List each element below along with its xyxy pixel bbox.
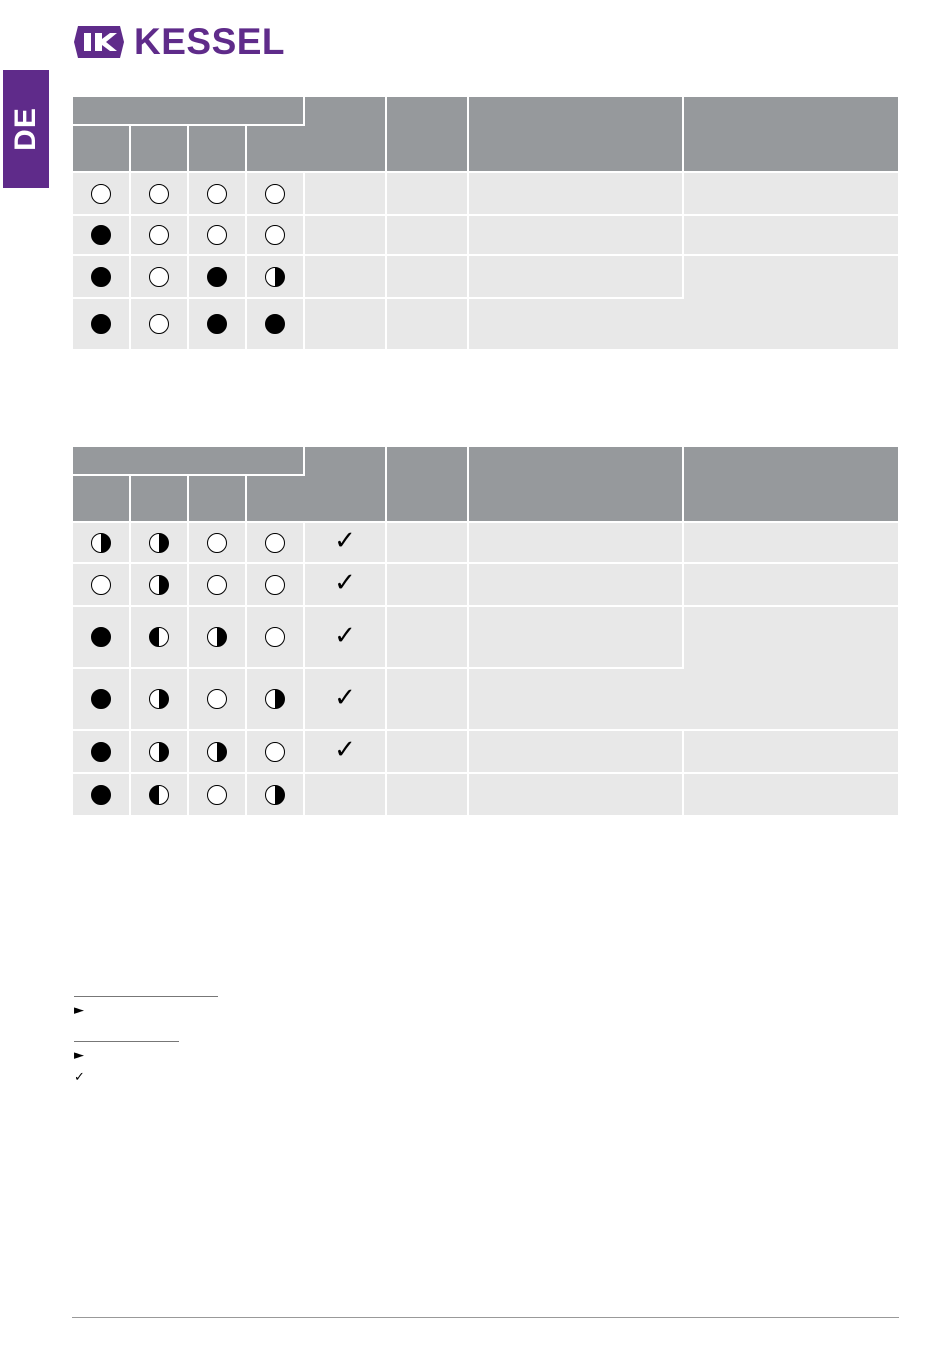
half-circle-icon xyxy=(265,689,285,709)
cell-col-6 xyxy=(387,173,469,216)
header-sub-3 xyxy=(189,476,247,523)
empty-circle-icon xyxy=(207,689,227,709)
header-col-6 xyxy=(387,97,469,173)
empty-circle-icon xyxy=(265,184,285,204)
cell-col-8 xyxy=(684,173,898,216)
status-cell xyxy=(247,256,305,299)
filled-circle-icon xyxy=(91,267,111,287)
status-cell xyxy=(131,173,189,216)
check-cell xyxy=(305,564,387,607)
empty-circle-icon xyxy=(207,785,227,805)
check-cell xyxy=(305,216,387,256)
cell-col-8 xyxy=(684,731,898,774)
status-cell xyxy=(131,523,189,564)
filled-circle-icon xyxy=(207,267,227,287)
check-cell xyxy=(305,256,387,299)
half-circle-icon xyxy=(91,533,111,553)
empty-circle-icon xyxy=(91,575,111,595)
cell-col-6 xyxy=(387,256,469,299)
kessel-logo xyxy=(72,22,285,62)
status-cell xyxy=(73,173,131,216)
status-cell xyxy=(189,173,247,216)
header-col-8 xyxy=(684,447,898,523)
empty-circle-icon xyxy=(149,314,169,334)
cell-col-8 xyxy=(684,256,898,351)
language-tab xyxy=(3,70,49,188)
status-cell xyxy=(247,564,305,607)
header-sub-1 xyxy=(73,476,131,523)
empty-circle-icon xyxy=(207,533,227,553)
status-cell xyxy=(73,523,131,564)
filled-circle-icon xyxy=(207,314,227,334)
status-cell xyxy=(247,669,305,731)
half-circle-icon xyxy=(207,627,227,647)
status-cell xyxy=(73,731,131,774)
empty-circle-icon xyxy=(265,533,285,553)
legend-divider xyxy=(74,1041,179,1042)
status-cell xyxy=(131,299,189,351)
status-cell xyxy=(189,216,247,256)
header-sub-4 xyxy=(247,476,305,523)
status-cell xyxy=(189,607,247,669)
cell-col-7 xyxy=(469,173,684,216)
check-icon: ✓ xyxy=(334,526,356,556)
footer-divider xyxy=(72,1317,899,1318)
check-cell xyxy=(305,173,387,216)
check-icon: ✓ xyxy=(334,735,356,765)
cell-col-6 xyxy=(387,607,469,669)
status-cell xyxy=(189,256,247,299)
filled-circle-icon xyxy=(91,627,111,647)
header-col-7 xyxy=(469,97,684,173)
status-cell xyxy=(189,564,247,607)
cell-col-7 xyxy=(469,523,684,564)
language-tab-label: DE xyxy=(9,107,42,151)
table-row xyxy=(73,216,898,256)
table-row xyxy=(73,774,898,817)
cell-col-8 xyxy=(684,607,898,731)
kessel-logo-icon xyxy=(72,24,126,60)
legend-arrow-icon: ► xyxy=(74,1003,84,1018)
half-circle-icon xyxy=(149,627,169,647)
cell-col-8 xyxy=(684,564,898,607)
header-sub-3 xyxy=(189,126,247,173)
cell-col-8 xyxy=(684,774,898,817)
header-col-7 xyxy=(469,447,684,523)
check-cell xyxy=(305,774,387,817)
header-col-5 xyxy=(305,97,387,173)
table-row xyxy=(73,564,898,607)
cell-col-6 xyxy=(387,523,469,564)
legend-block-1 xyxy=(74,996,218,1019)
cell-col-7 xyxy=(469,669,684,731)
status-cell xyxy=(131,669,189,731)
cell-col-7 xyxy=(469,731,684,774)
check-cell xyxy=(305,669,387,731)
empty-circle-icon xyxy=(91,184,111,204)
table-row xyxy=(73,731,898,774)
filled-circle-icon xyxy=(91,742,111,762)
status-cell xyxy=(73,299,131,351)
cell-col-8 xyxy=(684,216,898,256)
header-sub-1 xyxy=(73,126,131,173)
empty-circle-icon xyxy=(207,184,227,204)
cell-col-7 xyxy=(469,564,684,607)
table-row xyxy=(73,523,898,564)
filled-circle-icon xyxy=(91,314,111,334)
header-sub-4 xyxy=(247,126,305,173)
table-row xyxy=(73,173,898,216)
empty-circle-icon xyxy=(149,267,169,287)
empty-circle-icon xyxy=(265,627,285,647)
status-cell xyxy=(73,256,131,299)
header-col-6 xyxy=(387,447,469,523)
brand-name: KESSEL xyxy=(134,21,286,62)
check-cell xyxy=(305,731,387,774)
status-cell xyxy=(73,216,131,256)
half-circle-icon xyxy=(149,533,169,553)
status-cell xyxy=(131,564,189,607)
status-cell xyxy=(247,607,305,669)
cell-col-7 xyxy=(469,774,684,817)
cell-col-6 xyxy=(387,731,469,774)
status-cell xyxy=(247,299,305,351)
status-cell xyxy=(247,774,305,817)
legend-divider xyxy=(74,996,218,997)
status-table-1 xyxy=(73,97,898,351)
filled-circle-icon xyxy=(91,785,111,805)
check-cell xyxy=(305,607,387,669)
half-circle-icon xyxy=(207,742,227,762)
check-icon: ✓ xyxy=(334,682,356,713)
cell-col-6 xyxy=(387,216,469,256)
check-icon: ✓ xyxy=(334,620,356,651)
cell-col-8 xyxy=(684,523,898,564)
check-cell xyxy=(305,299,387,351)
legend-arrow-icon: ► xyxy=(74,1048,84,1063)
cell-col-6 xyxy=(387,774,469,817)
empty-circle-icon xyxy=(265,742,285,762)
cell-col-6 xyxy=(387,564,469,607)
status-cell xyxy=(189,731,247,774)
header-group xyxy=(73,97,305,126)
status-cell xyxy=(189,774,247,817)
cell-col-7 xyxy=(469,256,684,299)
status-cell xyxy=(131,607,189,669)
status-cell xyxy=(131,256,189,299)
check-icon: ✓ xyxy=(334,568,356,598)
header-sub-2 xyxy=(131,126,189,173)
cell-col-6 xyxy=(387,299,469,351)
status-cell xyxy=(247,173,305,216)
status-cell xyxy=(73,669,131,731)
status-cell xyxy=(189,299,247,351)
table-row xyxy=(73,607,898,669)
legend-block-2 xyxy=(74,1041,179,1086)
empty-circle-icon xyxy=(207,575,227,595)
cell-col-7 xyxy=(469,216,684,256)
filled-circle-icon xyxy=(91,689,111,709)
cell-col-7 xyxy=(469,607,684,669)
check-cell xyxy=(305,523,387,564)
header-col-8 xyxy=(684,97,898,173)
status-cell xyxy=(247,523,305,564)
half-circle-icon xyxy=(265,785,285,805)
empty-circle-icon xyxy=(149,225,169,245)
filled-circle-icon xyxy=(91,225,111,245)
legend-check-icon: ✓ xyxy=(74,1070,85,1085)
half-circle-icon xyxy=(149,575,169,595)
status-cell xyxy=(189,669,247,731)
half-circle-icon xyxy=(149,785,169,805)
table-row xyxy=(73,256,898,299)
status-cell xyxy=(73,607,131,669)
half-circle-icon xyxy=(265,267,285,287)
header-group xyxy=(73,447,305,476)
header-sub-2 xyxy=(131,476,189,523)
empty-circle-icon xyxy=(207,225,227,245)
status-cell xyxy=(189,523,247,564)
half-circle-icon xyxy=(149,742,169,762)
cell-col-6 xyxy=(387,669,469,731)
filled-circle-icon xyxy=(265,314,285,334)
status-cell xyxy=(131,731,189,774)
status-table-2 xyxy=(73,447,898,817)
cell-col-7 xyxy=(469,299,684,351)
status-cell xyxy=(73,564,131,607)
status-cell xyxy=(131,774,189,817)
status-cell xyxy=(247,731,305,774)
status-cell xyxy=(247,216,305,256)
empty-circle-icon xyxy=(265,575,285,595)
empty-circle-icon xyxy=(149,184,169,204)
status-cell xyxy=(131,216,189,256)
header-col-5 xyxy=(305,447,387,523)
status-cell xyxy=(73,774,131,817)
half-circle-icon xyxy=(149,689,169,709)
empty-circle-icon xyxy=(265,225,285,245)
